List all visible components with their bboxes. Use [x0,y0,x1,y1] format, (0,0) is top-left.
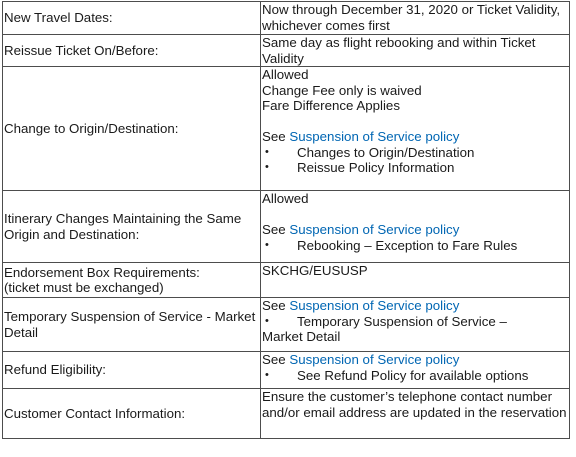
see-line [262,298,568,314]
bullet-item [262,238,568,254]
bullet-icon: • [265,161,269,173]
table-row [3,2,570,35]
bullet-text: Temporary Suspension of Service – [297,313,507,329]
table-row [3,263,570,298]
suspension-policy-link[interactable]: Suspension of Service policy [289,222,460,237]
row-value: Now through December 31, 2020 or Ticket Validity, whichever comes first [261,2,570,35]
spacer [262,207,568,223]
row-label: Itinerary Changes Maintaining the Same Origin and Destination: [3,191,261,263]
see-prefix: See [262,129,290,144]
table-row [3,35,570,67]
suspension-policy-link[interactable]: Suspension of Service policy [289,129,460,144]
travel-policy-table [2,1,570,439]
bullet-icon: • [265,238,269,251]
bullet-text: Rebooking – Exception to Fare Rules [297,237,518,253]
value-line: Allowed [262,67,309,82]
row-label: Temporary Suspension of Service - Market Detail [3,298,261,352]
see-line [262,352,568,368]
row-label: Customer Contact Information: [3,389,261,439]
suspension-policy-link[interactable]: Suspension of Service policy [289,298,460,313]
table-row [3,298,570,352]
bullet-icon: • [265,314,269,327]
row-value [261,67,570,191]
table-row [3,389,570,439]
value-line: Market Detail [262,329,341,344]
row-value: Same day as flight rebooking and within Ticket Validity [261,35,570,67]
bullet-icon: • [265,368,269,381]
value-line: Fare Difference Applies [262,98,400,113]
see-prefix: See [262,352,290,367]
row-label: Reissue Ticket On/Before: [3,35,261,67]
bullet-text: Changes to Origin/Destination [297,144,475,160]
table-row [3,352,570,389]
spacer [262,114,568,130]
row-label: Refund Eligibility: [3,352,261,389]
bullet-item [262,314,568,330]
row-value: Ensure the customer’s telephone contact number and/or email address are updated in the reservation [261,389,570,439]
label-note: (ticket must be exchanged) [4,280,164,295]
row-value [261,191,570,263]
see-line [262,129,568,145]
bullet-text: Reissue Policy Information [297,160,455,175]
bullet-item [262,368,568,384]
row-label: New Travel Dates: [3,2,261,35]
table-row [3,67,570,191]
bullet-item [262,145,568,161]
row-value [261,352,570,389]
suspension-policy-link[interactable]: Suspension of Service policy [289,352,460,367]
row-value [261,298,570,352]
bullet-icon: • [265,145,269,158]
see-line [262,222,568,238]
value-line: Change Fee only is waived [262,82,422,98]
row-label [3,263,261,298]
row-value: SKCHG/EUSUSP [261,263,570,298]
row-label: Change to Origin/Destination: [3,67,261,191]
label-line: Endorsement Box Requirements: [4,264,200,280]
table-row [3,191,570,263]
bullet-item [262,160,568,176]
value-line: Allowed [262,191,309,206]
see-prefix: See [262,222,290,237]
bullet-text: See Refund Policy for available options [297,367,529,383]
see-prefix: See [262,298,290,313]
